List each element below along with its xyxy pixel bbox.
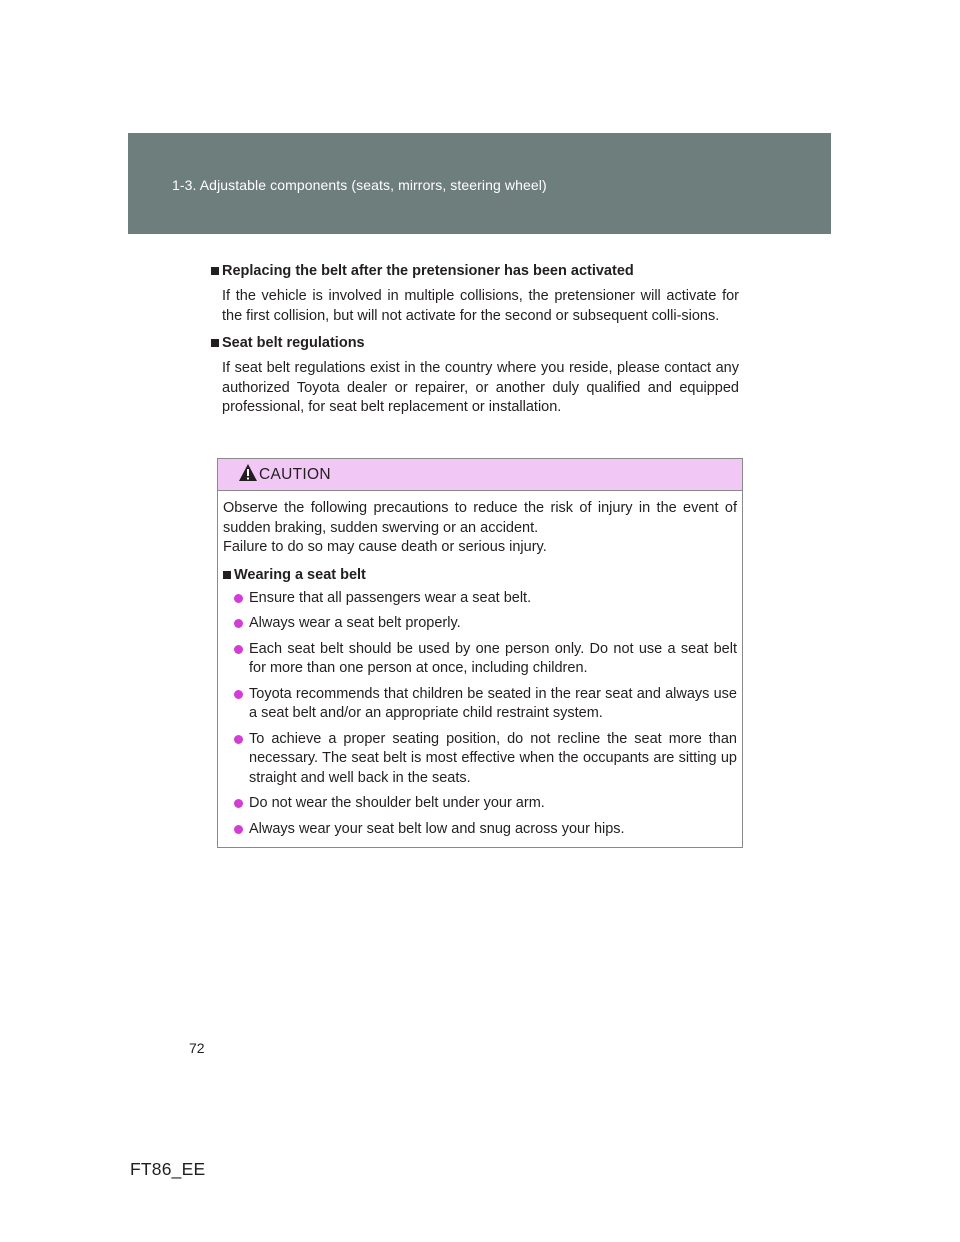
caution-bullet: Each seat belt should be used by one person only. Do not use a seat belt for more than one person at once, including children. [223, 640, 737, 679]
bullet-dot-icon [234, 735, 243, 744]
caution-bullet: To achieve a proper seating position, do not recline the seat more than necessary. The seat belt is most effective when the occupants are sitting up straight and well back in the seats. [223, 730, 737, 789]
caution-box [217, 458, 743, 848]
caution-intro: Observe the following precautions to reduce the risk of injury in the event of sudden braking, sudden swerving or an accident. [223, 500, 737, 536]
section-body-pretensioner: If the vehicle is involved in multiple collisions, the pretensioner will activate for the first collision, but will not activate for the second or subsequent colli-sions. [222, 288, 739, 324]
caution-body [218, 491, 742, 839]
section-header-title: 1-3. Adjustable components (seats, mirrors, steering wheel) [172, 177, 547, 193]
bullet-dot-icon [234, 825, 243, 834]
document-code: FT86_EE [130, 1159, 206, 1179]
caution-bullet: Do not wear the shoulder belt under your arm. [223, 794, 737, 814]
caution-subtitle: Wearing a seat belt [223, 565, 737, 585]
square-bullet-icon [211, 339, 219, 347]
bullet-dot-icon [234, 799, 243, 808]
page-number: 72 [189, 1040, 205, 1056]
bullet-dot-icon [234, 645, 243, 654]
caution-intro-2: Failure to do so may cause death or serious injury. [223, 539, 547, 555]
caution-bullet: Always wear your seat belt low and snug across your hips. [223, 820, 737, 840]
warning-triangle-icon [238, 463, 258, 482]
section-header-bar [128, 133, 831, 234]
square-bullet-icon [211, 267, 219, 275]
bullet-dot-icon [234, 619, 243, 628]
section-title-pretensioner: Replacing the belt after the pretensioner has been activated [211, 261, 739, 281]
main-content [222, 261, 739, 425]
bullet-dot-icon [234, 690, 243, 699]
caution-header [218, 459, 742, 491]
bullet-dot-icon [234, 594, 243, 603]
caution-bullet: Ensure that all passengers wear a seat belt. [223, 589, 737, 609]
caution-bullet: Always wear a seat belt properly. [223, 614, 737, 634]
caution-label: CAUTION [259, 466, 331, 483]
section-body-regulations: If seat belt regulations exist in the country where you reside, please contact any authorized Toyota dealer or repairer, or another duly qualified and equipped professional, for seat belt replacement or installation. [222, 360, 739, 415]
square-bullet-icon [223, 571, 231, 579]
caution-bullet: Toyota recommends that children be seated in the rear seat and always use a seat belt and/or an appropriate child restraint system. [223, 685, 737, 724]
section-title-regulations: Seat belt regulations [211, 333, 739, 353]
